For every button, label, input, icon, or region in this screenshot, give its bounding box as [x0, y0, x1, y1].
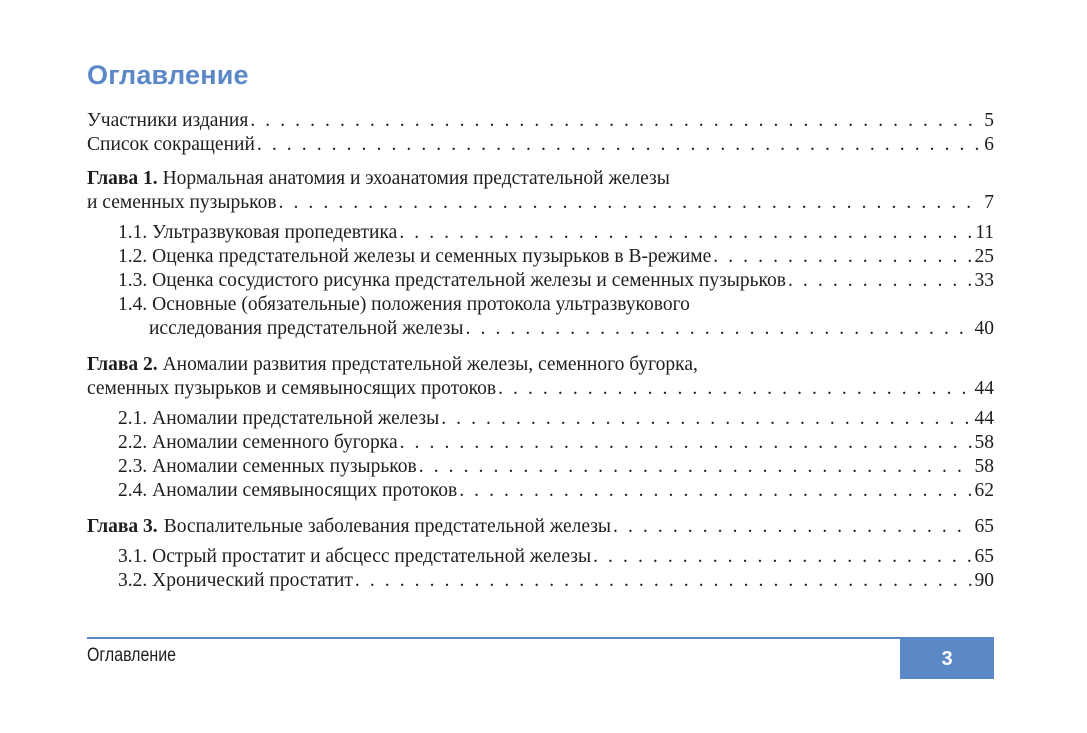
- leader-dots: [257, 133, 982, 157]
- toc-entry-contributors[interactable]: [87, 109, 994, 133]
- toc-entry-text-line2: исследования предстательной железы: [149, 318, 464, 339]
- toc-chapter-1[interactable]: [87, 167, 994, 215]
- toc-page-number: 40: [974, 318, 994, 339]
- leader-dots: [466, 317, 973, 341]
- toc-page-number: 25: [974, 246, 994, 267]
- footer-divider: [87, 637, 994, 639]
- chapter-title-line2: семенных пузырьков и семявыносящих протоков: [87, 378, 497, 399]
- leader-dots: [279, 191, 983, 215]
- leader-dots: [613, 515, 972, 539]
- toc-entry-text: 1.2. Оценка предстательной железы и семенных пузырьков в В-режиме: [118, 246, 712, 267]
- toc-section-2-4[interactable]: [87, 479, 994, 503]
- toc-entry-text: 1.1. Ультразвуковая пропедевтика: [118, 222, 398, 243]
- chapter-title-line1: Нормальная анатомия и эхоанатомия предстательной железы: [162, 168, 670, 189]
- toc-page-number: 33: [974, 270, 994, 291]
- toc-chapter-2[interactable]: [87, 353, 994, 401]
- toc-section-2-1[interactable]: [87, 407, 994, 431]
- toc-page-number: 11: [975, 222, 994, 243]
- toc-section-3-1[interactable]: [87, 545, 994, 569]
- chapter-title-line2: и семенных пузырьков: [87, 192, 277, 213]
- toc-page-number: 58: [974, 432, 994, 453]
- leader-dots: [399, 221, 973, 245]
- leader-dots: [441, 407, 972, 431]
- leader-dots: [250, 109, 982, 133]
- toc-entry-text: 2.4. Аномалии семявыносящих протоков: [118, 480, 458, 501]
- leader-dots: [788, 269, 973, 293]
- table-of-contents: [87, 109, 994, 593]
- toc-page-number: 44: [974, 378, 994, 399]
- leader-dots: [355, 569, 973, 593]
- toc-page-number: 62: [974, 480, 994, 501]
- leader-dots: [713, 245, 972, 269]
- footer-running-title: Оглавление: [87, 645, 176, 666]
- toc-entry-text: Список сокращений: [87, 134, 255, 155]
- toc-section-2-3[interactable]: [87, 455, 994, 479]
- toc-section-3-2[interactable]: [87, 569, 994, 593]
- leader-dots: [498, 377, 972, 401]
- toc-section-2-2[interactable]: [87, 431, 994, 455]
- leader-dots: [459, 479, 972, 503]
- toc-page-number: 44: [974, 408, 994, 429]
- toc-section-1-2[interactable]: [87, 245, 994, 269]
- leader-dots: [593, 545, 972, 569]
- toc-page-number: 6: [984, 134, 994, 155]
- footer-page-number: 3: [900, 639, 994, 679]
- toc-entry-text: 2.2. Аномалии семенного бугорка: [118, 432, 398, 453]
- toc-entry-text: 3.1. Острый простатит и абсцесс предстательной железы: [118, 546, 592, 567]
- toc-entry-text-line1: 1.4. Основные (обязательные) положения протокола ультразвукового: [118, 294, 690, 315]
- toc-chapter-3[interactable]: [87, 515, 994, 539]
- chapter-title-line1: Аномалии развития предстательной железы, семенного бугорка,: [162, 354, 698, 375]
- toc-page-number: 5: [984, 110, 994, 131]
- chapter-title: Воспалительные заболевания предстательной железы: [163, 516, 612, 537]
- toc-section-1-4[interactable]: [87, 293, 994, 341]
- chapter-label: Глава 1.: [87, 168, 158, 189]
- leader-dots: [400, 431, 973, 455]
- toc-page-number: 58: [974, 456, 994, 477]
- toc-page-number: 65: [974, 516, 994, 537]
- toc-entry-text: 2.3. Аномалии семенных пузырьков: [118, 456, 417, 477]
- toc-page-number: 90: [974, 570, 994, 591]
- toc-entry-text: 3.2. Хронический простатит: [118, 570, 353, 591]
- toc-section-1-3[interactable]: [87, 269, 994, 293]
- toc-page-number: 7: [984, 192, 994, 213]
- toc-entry-text: 1.3. Оценка сосудистого рисунка предстательной железы и семенных пузырьков: [118, 270, 786, 291]
- chapter-label: Глава 3.: [87, 516, 158, 537]
- toc-entry-text: 2.1. Аномалии предстательной железы: [118, 408, 440, 429]
- page-title: Оглавление: [87, 60, 249, 90]
- toc-entry-abbreviations[interactable]: [87, 133, 994, 157]
- toc-page-number: 65: [974, 546, 994, 567]
- toc-section-1-1[interactable]: [87, 221, 994, 245]
- leader-dots: [419, 455, 973, 479]
- toc-entry-text: Участники издания: [87, 110, 249, 131]
- chapter-label: Глава 2.: [87, 354, 158, 375]
